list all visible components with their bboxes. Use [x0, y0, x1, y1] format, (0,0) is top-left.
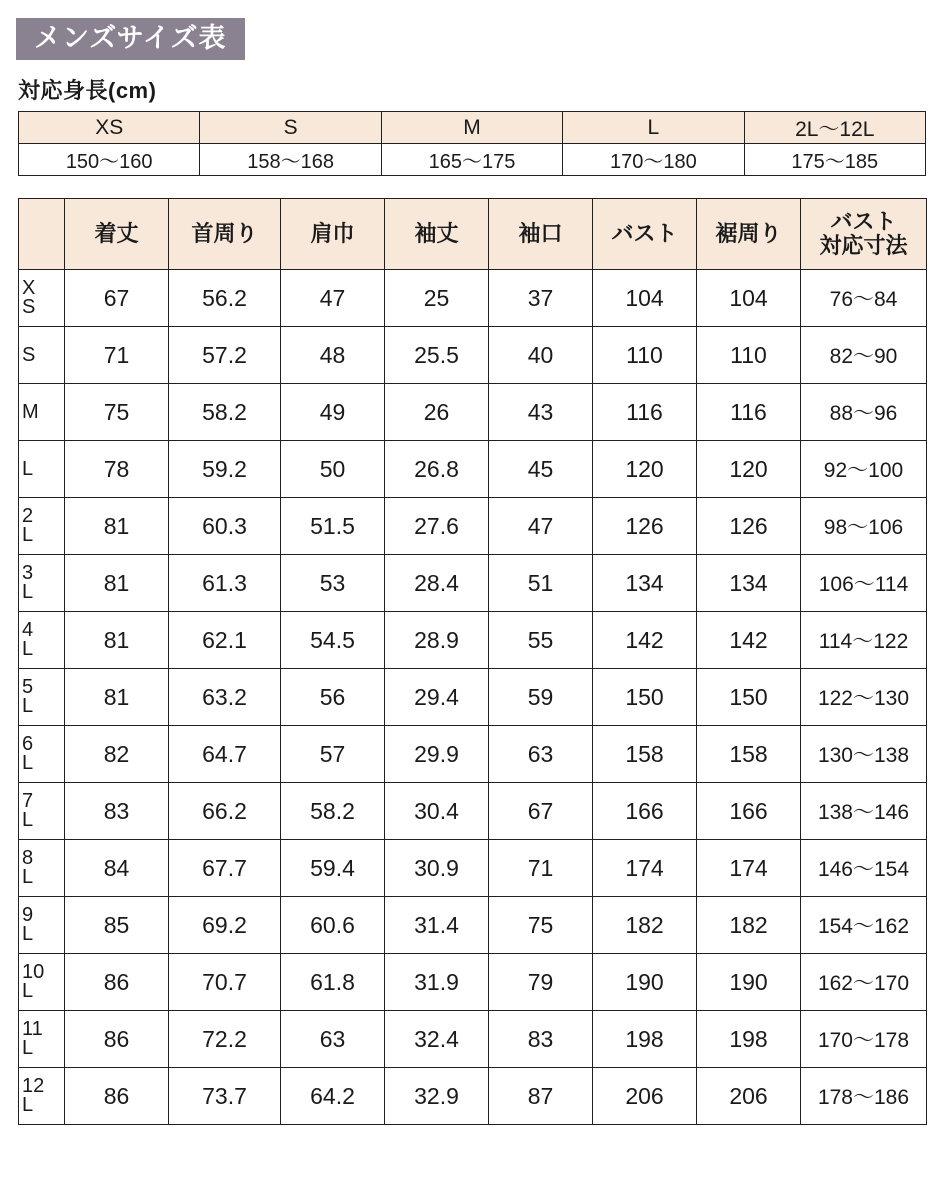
table-cell: 55 [489, 612, 593, 669]
measurement-table-wrapper [18, 198, 924, 1125]
height-size-s: S [200, 112, 381, 144]
table-cell: 81 [65, 555, 169, 612]
table-cell: 142 [593, 612, 697, 669]
table-cell: 126 [697, 498, 801, 555]
table-cell: 82〜90 [801, 327, 927, 384]
table-cell: 154〜162 [801, 897, 927, 954]
table-cell: 62.1 [169, 612, 281, 669]
table-row [19, 555, 927, 612]
table-cell: 30.9 [385, 840, 489, 897]
row-size-label [19, 441, 65, 498]
row-size-label-line2: L [22, 695, 34, 718]
row-size-label [19, 270, 65, 327]
row-size-label-line1: 6 [22, 733, 34, 756]
table-cell: 88〜96 [801, 384, 927, 441]
measurement-table [18, 198, 927, 1125]
table-cell: 45 [489, 441, 593, 498]
table-cell: 110 [593, 327, 697, 384]
row-size-label-line2: S [22, 296, 36, 319]
table-cell: 51 [489, 555, 593, 612]
height-range-l: 170〜180 [563, 144, 744, 176]
table-cell: 58.2 [281, 783, 385, 840]
table-cell: 40 [489, 327, 593, 384]
row-size-label-line1: S [22, 343, 36, 366]
table-cell: 57.2 [169, 327, 281, 384]
table-row [19, 840, 927, 897]
table-cell: 114〜122 [801, 612, 927, 669]
table-cell: 110 [697, 327, 801, 384]
row-size-label-line2: L [22, 581, 34, 604]
table-cell: 134 [697, 555, 801, 612]
row-size-label [19, 1068, 65, 1125]
column-header-katahaba: 肩巾 [281, 199, 385, 270]
row-size-label-line1: X [22, 277, 36, 300]
table-cell: 67 [489, 783, 593, 840]
column-header-sodeguchi: 袖口 [489, 199, 593, 270]
row-size-label-line1: 5 [22, 676, 34, 699]
height-range-2l-12l: 175〜185 [744, 144, 925, 176]
table-row [19, 441, 927, 498]
table-cell: 71 [65, 327, 169, 384]
table-cell: 162〜170 [801, 954, 927, 1011]
table-cell: 67.7 [169, 840, 281, 897]
table-cell: 87 [489, 1068, 593, 1125]
table-cell: 56.2 [169, 270, 281, 327]
table-cell: 47 [281, 270, 385, 327]
table-row [19, 669, 927, 726]
table-cell: 61.3 [169, 555, 281, 612]
height-size-xs: XS [19, 112, 200, 144]
row-size-label [19, 1011, 65, 1068]
table-cell: 150 [593, 669, 697, 726]
table-cell: 166 [593, 783, 697, 840]
table-row [19, 726, 927, 783]
row-size-label [19, 897, 65, 954]
table-cell: 116 [697, 384, 801, 441]
table-cell: 58.2 [169, 384, 281, 441]
row-size-label-line2: L [22, 923, 34, 946]
table-cell: 106〜114 [801, 555, 927, 612]
table-cell: 198 [593, 1011, 697, 1068]
table-cell: 71 [489, 840, 593, 897]
table-cell: 166 [697, 783, 801, 840]
table-cell: 174 [697, 840, 801, 897]
table-cell: 60.6 [281, 897, 385, 954]
height-size-2l-12l: 2L〜12L [744, 112, 925, 144]
table-cell: 56 [281, 669, 385, 726]
table-cell: 67 [65, 270, 169, 327]
table-cell: 138〜146 [801, 783, 927, 840]
row-size-label-line2: L [22, 980, 34, 1003]
table-cell: 61.8 [281, 954, 385, 1011]
row-size-label [19, 726, 65, 783]
row-size-label-line2: L [22, 1037, 34, 1060]
table-cell: 54.5 [281, 612, 385, 669]
column-header-bust-taiou-sunpou [801, 199, 927, 270]
height-table [18, 111, 926, 176]
table-cell: 25.5 [385, 327, 489, 384]
table-cell: 31.9 [385, 954, 489, 1011]
height-section-label: 対応身長(cm) [18, 78, 157, 104]
table-cell: 116 [593, 384, 697, 441]
table-row [19, 1068, 927, 1125]
table-cell: 51.5 [281, 498, 385, 555]
column-header-bust-line1: バスト [830, 209, 897, 235]
table-cell: 50 [281, 441, 385, 498]
table-row [19, 612, 927, 669]
table-cell: 75 [489, 897, 593, 954]
column-header-bust: バスト [593, 199, 697, 270]
table-row [19, 270, 927, 327]
table-cell: 47 [489, 498, 593, 555]
column-header-kubimawari: 首周り [169, 199, 281, 270]
table-cell: 25 [385, 270, 489, 327]
table-cell: 120 [593, 441, 697, 498]
table-row [19, 384, 927, 441]
table-cell: 178〜186 [801, 1068, 927, 1125]
table-cell: 190 [697, 954, 801, 1011]
table-cell: 134 [593, 555, 697, 612]
row-size-label [19, 555, 65, 612]
measurement-table-head [19, 199, 927, 270]
table-cell: 158 [697, 726, 801, 783]
table-cell: 126 [593, 498, 697, 555]
table-cell: 81 [65, 612, 169, 669]
table-cell: 170〜178 [801, 1011, 927, 1068]
table-row [19, 954, 927, 1011]
table-row [19, 498, 927, 555]
table-cell: 120 [697, 441, 801, 498]
column-header-susomawari: 裾周り [697, 199, 801, 270]
column-header-sodetake: 袖丈 [385, 199, 489, 270]
row-size-label [19, 840, 65, 897]
page-title: メンズサイズ表 [16, 18, 245, 60]
row-size-label-line1: 2 [22, 505, 34, 528]
table-cell: 29.4 [385, 669, 489, 726]
table-cell: 63.2 [169, 669, 281, 726]
table-cell: 81 [65, 669, 169, 726]
table-cell: 53 [281, 555, 385, 612]
table-cell: 158 [593, 726, 697, 783]
table-cell: 104 [697, 270, 801, 327]
table-cell: 63 [281, 1011, 385, 1068]
table-cell: 79 [489, 954, 593, 1011]
table-cell: 104 [593, 270, 697, 327]
table-cell: 86 [65, 954, 169, 1011]
table-cell: 85 [65, 897, 169, 954]
row-size-label [19, 384, 65, 441]
table-cell: 81 [65, 498, 169, 555]
height-size-l: L [563, 112, 744, 144]
row-size-label-line1: 10 [22, 961, 45, 984]
row-size-label [19, 783, 65, 840]
row-size-label-line2: L [22, 752, 34, 775]
table-cell: 182 [697, 897, 801, 954]
table-cell: 59.2 [169, 441, 281, 498]
table-cell: 28.4 [385, 555, 489, 612]
table-cell: 182 [593, 897, 697, 954]
table-cell: 66.2 [169, 783, 281, 840]
table-cell: 83 [489, 1011, 593, 1068]
table-cell: 26.8 [385, 441, 489, 498]
table-cell: 190 [593, 954, 697, 1011]
table-cell: 60.3 [169, 498, 281, 555]
height-table-value-row [19, 144, 926, 176]
row-size-label [19, 612, 65, 669]
table-cell: 83 [65, 783, 169, 840]
height-range-m: 165〜175 [381, 144, 562, 176]
table-cell: 84 [65, 840, 169, 897]
row-size-label-line2: L [22, 1094, 34, 1117]
row-size-label-line1: 11 [22, 1018, 43, 1041]
table-cell: 206 [697, 1068, 801, 1125]
table-cell: 142 [697, 612, 801, 669]
table-cell: 86 [65, 1068, 169, 1125]
table-cell: 59 [489, 669, 593, 726]
table-cell: 27.6 [385, 498, 489, 555]
table-cell: 206 [593, 1068, 697, 1125]
table-cell: 43 [489, 384, 593, 441]
row-size-label-line1: 7 [22, 790, 34, 813]
row-size-label-line1: M [22, 400, 39, 423]
table-cell: 31.4 [385, 897, 489, 954]
row-size-label-line1: 4 [22, 619, 34, 642]
row-size-label-line1: L [22, 457, 34, 480]
measurement-corner-cell [19, 199, 65, 270]
row-size-label-line2: L [22, 809, 34, 832]
row-size-label [19, 954, 65, 1011]
height-size-m: M [381, 112, 562, 144]
measurement-table-body [19, 270, 927, 1125]
height-table-body [19, 112, 926, 176]
row-size-label-line2: L [22, 524, 34, 547]
table-cell: 32.4 [385, 1011, 489, 1068]
table-cell: 30.4 [385, 783, 489, 840]
row-size-label [19, 498, 65, 555]
table-cell: 86 [65, 1011, 169, 1068]
table-cell: 48 [281, 327, 385, 384]
table-cell: 32.9 [385, 1068, 489, 1125]
table-cell: 174 [593, 840, 697, 897]
table-cell: 59.4 [281, 840, 385, 897]
height-range-s: 158〜168 [200, 144, 381, 176]
table-row [19, 327, 927, 384]
row-size-label-line2: L [22, 638, 34, 661]
row-size-label-line1: 8 [22, 847, 34, 870]
height-table-header-row [19, 112, 926, 144]
row-size-label-line2: L [22, 866, 34, 889]
table-cell: 29.9 [385, 726, 489, 783]
table-row [19, 783, 927, 840]
measurement-header-row [19, 199, 927, 270]
table-cell: 76〜84 [801, 270, 927, 327]
table-cell: 63 [489, 726, 593, 783]
table-cell: 78 [65, 441, 169, 498]
table-cell: 49 [281, 384, 385, 441]
table-cell: 37 [489, 270, 593, 327]
table-cell: 198 [697, 1011, 801, 1068]
row-size-label-line1: 9 [22, 904, 34, 927]
table-cell: 64.7 [169, 726, 281, 783]
table-cell: 122〜130 [801, 669, 927, 726]
row-size-label-line1: 3 [22, 562, 34, 585]
table-cell: 26 [385, 384, 489, 441]
table-cell: 72.2 [169, 1011, 281, 1068]
table-cell: 150 [697, 669, 801, 726]
table-cell: 146〜154 [801, 840, 927, 897]
row-size-label [19, 669, 65, 726]
table-cell: 92〜100 [801, 441, 927, 498]
table-cell: 75 [65, 384, 169, 441]
table-cell: 70.7 [169, 954, 281, 1011]
table-cell: 73.7 [169, 1068, 281, 1125]
table-cell: 82 [65, 726, 169, 783]
row-size-label-line1: 12 [22, 1075, 45, 1098]
table-cell: 64.2 [281, 1068, 385, 1125]
table-cell: 69.2 [169, 897, 281, 954]
table-cell: 57 [281, 726, 385, 783]
table-row [19, 897, 927, 954]
height-range-xs: 150〜160 [19, 144, 200, 176]
column-header-kitake: 着丈 [65, 199, 169, 270]
table-cell: 130〜138 [801, 726, 927, 783]
table-row [19, 1011, 927, 1068]
row-size-label [19, 327, 65, 384]
table-cell: 98〜106 [801, 498, 927, 555]
column-header-bust-line2: 対応寸法 [819, 233, 908, 259]
table-cell: 28.9 [385, 612, 489, 669]
